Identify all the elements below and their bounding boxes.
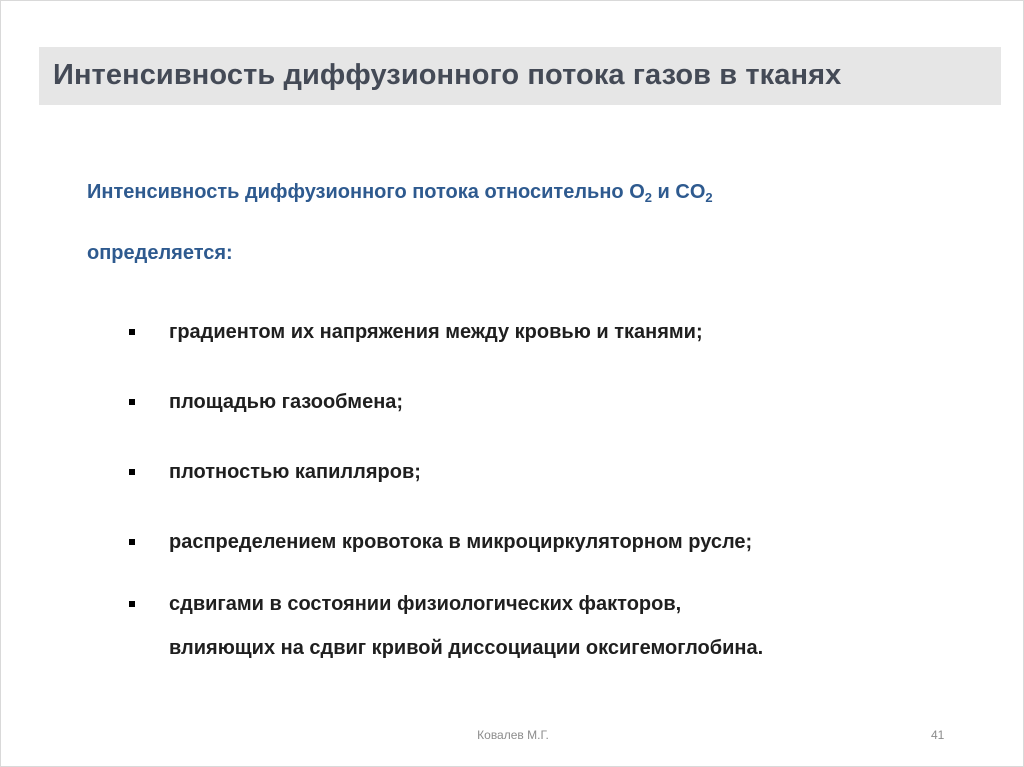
- square-bullet-icon: [129, 329, 135, 335]
- list-item-text: градиентом их напряжения между кровью и тканями;: [169, 321, 703, 343]
- list-item-text-line-1: сдвигами в состоянии физиологических факторов,: [169, 593, 682, 615]
- square-bullet-icon: [129, 469, 135, 475]
- list-item-text: площадью газообмена;: [169, 391, 404, 413]
- intro-line-2: определяется:: [87, 242, 233, 264]
- page-number: 41: [931, 728, 945, 742]
- slide-title: Интенсивность диффузионного потока газов в тканях: [53, 59, 842, 91]
- footer-author: Ковалев М.Г.: [477, 728, 549, 742]
- title-bar: [39, 47, 1001, 105]
- intro-text-mid: и CO: [652, 181, 706, 203]
- square-bullet-icon: [129, 539, 135, 545]
- intro-paragraph: [87, 181, 967, 265]
- square-bullet-icon: [129, 601, 135, 607]
- co2-subscript: 2: [705, 190, 713, 205]
- list-item-text: плотностью капилляров;: [169, 461, 421, 483]
- square-bullet-icon: [129, 399, 135, 405]
- intro-line-1: [87, 181, 967, 204]
- list-item-text: [169, 591, 763, 661]
- intro-text: Интенсивность диффузионного потока относительно O: [87, 181, 645, 203]
- list-item-text-line-2: влияющих на сдвиг кривой диссоциации оксигемоглобина.: [169, 637, 764, 659]
- o2-subscript: 2: [644, 190, 652, 205]
- list-item-text: распределением кровотока в микроциркуляторном русле;: [169, 531, 753, 553]
